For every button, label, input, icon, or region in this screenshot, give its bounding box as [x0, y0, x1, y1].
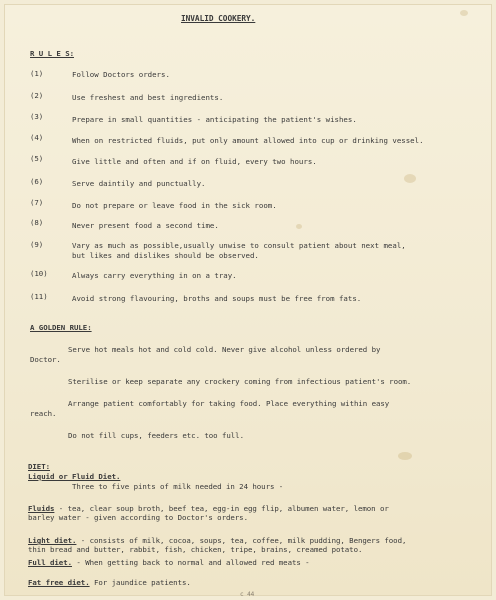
stain [296, 224, 302, 229]
footer-mark: c 44 [240, 591, 255, 598]
rule-text: Always carry everything in on a tray. [72, 271, 237, 280]
rule-text: Avoid strong flavouring, broths and soups must be free from fats. [72, 294, 362, 303]
fat-free-diet-text: For jaundice patients. [89, 578, 191, 587]
diet-heading: DIET: [28, 462, 50, 471]
golden-rule-line: Doctor. [30, 355, 61, 364]
rule-text: When on restricted fluids, put only amount allowed into cup or drinking vessel. [72, 136, 424, 145]
golden-rule-line: Sterilise or keep separate any crockery coming from infectious patient's room. [68, 377, 412, 386]
rule-text: Prepare in small quantities - anticipating the patient's wishes. [72, 115, 357, 124]
rule-text: Serve daintily and punctually. [72, 179, 206, 188]
rule-number: (10) [30, 269, 48, 278]
fluids-line [28, 504, 389, 513]
rule-text: Never present food a second time. [72, 221, 219, 230]
rule-number: (2) [30, 91, 44, 100]
document-title: INVALID COOKERY. [181, 14, 256, 23]
rule-text-continued: but likes and dislikes should be observed. [72, 251, 259, 260]
rule-text: Use freshest and best ingredients. [72, 93, 224, 102]
rule-number: (7) [30, 198, 44, 207]
light-diet-label: Light diet. [28, 536, 77, 545]
rule-number: (1) [30, 69, 44, 78]
rule-number: (4) [30, 133, 44, 142]
rule-number: (6) [30, 177, 44, 186]
fat-free-diet-label: Fat free diet. [28, 578, 90, 587]
golden-rule-heading: A GOLDEN RULE: [30, 323, 92, 332]
rule-text: Give little and often and if on fluid, every two hours. [72, 157, 317, 166]
fluids-label: Fluids [28, 504, 55, 513]
golden-rule-line: Arrange patient comfortably for taking food. Place everything within easy [68, 399, 390, 408]
light-diet-line-continued: thin bread and butter, rabbit, fish, chicken, tripe, brains, creamed potato. [28, 545, 363, 554]
rule-text: Vary as much as possible,usually unwise to consult patient about next meal, [72, 241, 406, 250]
fat-free-diet-line [28, 578, 191, 587]
full-diet-text: - When getting back to normal and allowed red meats - [72, 558, 310, 567]
rule-text: Follow Doctors orders. [72, 70, 170, 79]
rule-number: (3) [30, 112, 44, 121]
light-diet-line [28, 536, 406, 545]
rule-number: (8) [30, 218, 44, 227]
rule-number: (11) [30, 292, 48, 301]
rules-heading: R U L E S: [30, 49, 74, 58]
full-diet-label: Full diet. [28, 558, 72, 567]
full-diet-line [28, 558, 310, 567]
light-diet-text: - consists of milk, cocoa, soups, tea, coffee, milk pudding, Bengers food, [76, 536, 407, 545]
stain [398, 452, 412, 460]
golden-rule-line: Do not fill cups, feeders etc. too full. [68, 431, 244, 440]
stain [404, 174, 416, 183]
fluids-line-continued: barley water - given according to Doctor's orders. [28, 513, 248, 522]
golden-rule-line: Serve hot meals hot and cold cold. Never give alcohol unless ordered by [68, 345, 381, 354]
liquid-diet-text: Three to five pints of milk needed in 24 hours - [72, 482, 284, 491]
rule-number: (5) [30, 154, 44, 163]
rule-number: (9) [30, 240, 44, 249]
fluids-text: - tea, clear soup broth, beef tea, egg-in egg flip, albumen water, lemon or [54, 504, 389, 513]
rule-text: Do not prepare or leave food in the sick room. [72, 201, 277, 210]
liquid-diet-heading: Liquid or Fluid Diet. [28, 472, 121, 481]
golden-rule-line: reach. [30, 409, 57, 418]
stain [460, 10, 468, 16]
